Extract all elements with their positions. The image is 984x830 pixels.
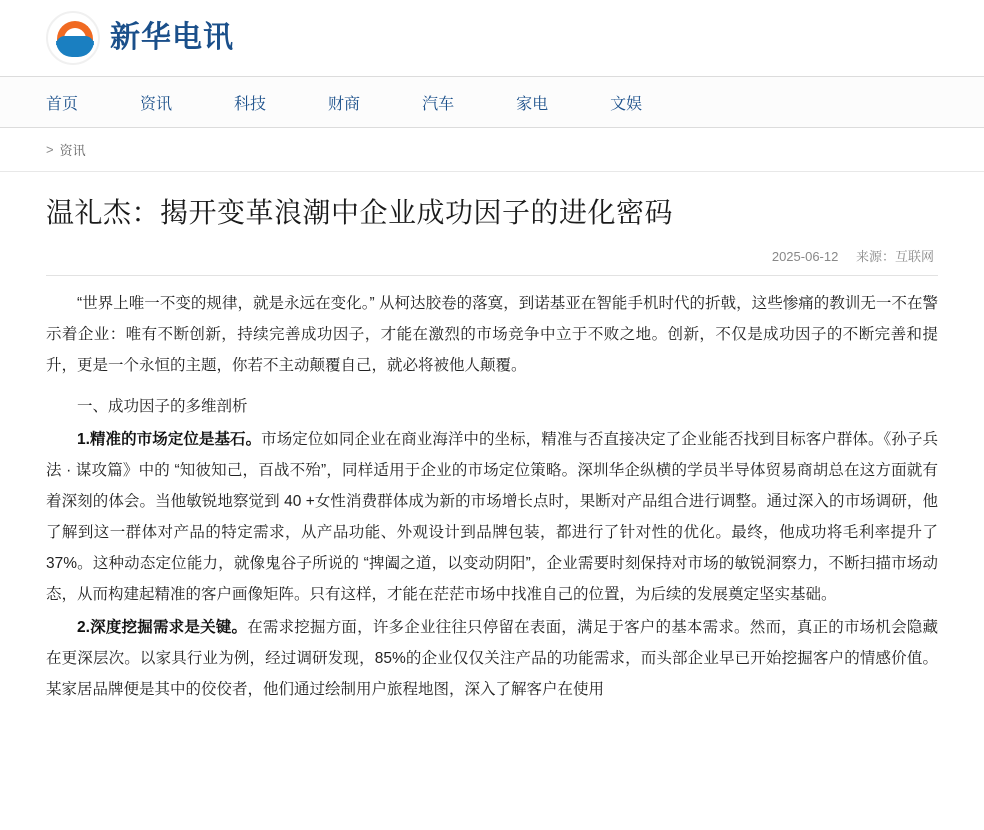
nav-item-tech[interactable]: 科技 [234,95,267,113]
nav-item-auto[interactable]: 汽车 [422,95,455,113]
site-logo-text: 新华电讯 [110,21,234,54]
article-meta [46,232,938,276]
article-paragraph: “世界上唯一不变的规律，就是永远在变化。” 从柯达胶卷的落寞，到诺基亚在智能手机时代的折戟，这些惨痛的教训无一不在警示着企业：唯有不断创新，持续完善成功因子，才能在激烈的市场竞争中立于不败之地。创新，不仅是成功因子的不断完善和提升，更是一个永恒的主题，你若不主动颠覆自己，就必将被他人颠覆。 [46,294,938,374]
paragraph-lead-bold: 1.精准的市场定位是基石。 [77,430,262,448]
article-paragraph [46,424,938,610]
breadcrumb-current[interactable]: 资讯 [59,143,86,158]
nav-item-home[interactable]: 首页 [46,95,79,113]
article [0,194,984,705]
article-date: 2025-06-12 [771,248,839,264]
site-logo[interactable] [46,11,234,65]
article-source-label: 来源： [855,248,895,264]
page-title: 温礼杰：揭开变革浪潮中企业成功因子的进化密码 [46,197,674,228]
paragraph-lead-bold: 2.深度挖掘需求是关键。 [77,618,248,636]
site-header [0,0,984,76]
paragraph-text: 在需求挖掘方面，许多企业往往只停留在表面，满足于客户的基本需求。然而，真正的市场机会隐藏在更深层次。以家具行业为例，经过调研发现，85%的企业仅仅关注产品的功能需求，而头部企业早已开始挖掘客户的情感价值。某家居品牌便是其中的佼佼者，他们通过绘制用户旅程地图，深入了解客户在使用 [46,618,938,698]
nav-item-appliance[interactable]: 家电 [516,95,549,113]
main-navigation [0,76,984,128]
wave-sun-logo-icon [46,11,100,65]
article-paragraph [46,612,938,705]
nav-item-entertainment[interactable]: 文娱 [610,95,643,113]
article-body [46,276,938,705]
article-source: 互联网 [894,248,934,264]
paragraph-text: 市场定位如同企业在商业海洋中的坐标，精准与否直接决定了企业能否找到目标客户群体。《孙子兵法 · 谋攻篇》中的 “知彼知己，百战不殆”，同样适用于企业的市场定位策略。深圳华企纵横的学员半导体贸易商胡总在这方面就有着深刻的体会。当他敏锐地察觉到 40 +女性消费群体成为新的市场增长点时，果断对产品组合进行调整。通过深入的市场调研，他了解到这一群体对产品的特定需求，从产品功能、外观设计到品牌包装，都进行了针对性的优化。最终，他成功将毛利率提升了37%。这种动态定位能力，就像鬼谷子所说的 “捭阖之道，以变动阴阳”，企业需要时刻保持对市场的敏锐洞察力，不断扫描市场动态，从而构建起精准的客户画像矩阵。只有这样，才能在茫茫市场中找准自己的位置，为后续的发展奠定坚实基础。 [46,430,938,603]
article-section-heading: 一、成功因子的多维剖析 [77,397,248,415]
breadcrumb-separator-icon: > [46,142,54,157]
nav-item-news[interactable]: 资讯 [140,95,173,113]
breadcrumb [0,128,984,172]
nav-item-finance[interactable]: 财商 [328,95,361,113]
